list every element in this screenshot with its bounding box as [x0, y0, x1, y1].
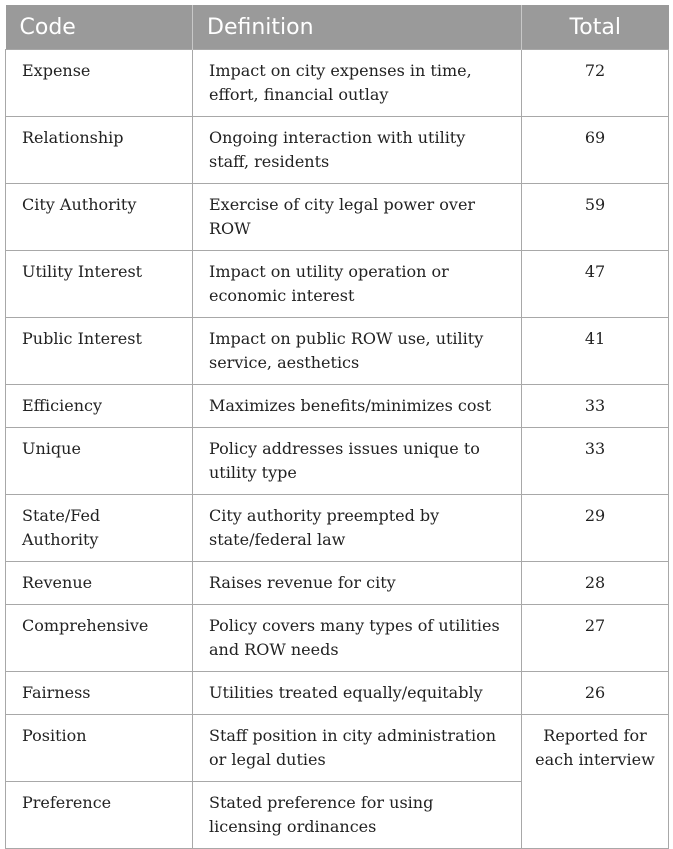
definition-cell: City authority preempted by state/federal law	[193, 495, 522, 562]
code-cell: Utility Interest	[6, 251, 193, 318]
header-row	[6, 5, 669, 50]
total-cell: 69	[522, 117, 669, 184]
total-cell: 41	[522, 318, 669, 385]
total-cell: 33	[522, 428, 669, 495]
definition-cell: Stated preference for using licensing ordinances	[193, 782, 522, 849]
code-cell: Unique	[6, 428, 193, 495]
definition-cell: Maximizes benefits/minimizes cost	[193, 385, 522, 428]
code-cell: Relationship	[6, 117, 193, 184]
header-definition: Definition	[193, 5, 522, 50]
total-cell: 47	[522, 251, 669, 318]
definition-cell: Utilities treated equally/equitably	[193, 672, 522, 715]
code-cell: Fairness	[6, 672, 193, 715]
code-cell: State/Fed Authority	[6, 495, 193, 562]
table-row	[6, 428, 669, 495]
definition-cell: Impact on utility operation or economic interest	[193, 251, 522, 318]
table-row	[6, 318, 669, 385]
total-cell: 33	[522, 385, 669, 428]
definition-cell: Policy addresses issues unique to utility type	[193, 428, 522, 495]
table-row	[6, 562, 669, 605]
total-cell-merged: Reported for each interview	[522, 715, 669, 849]
code-cell: Position	[6, 715, 193, 782]
code-cell: Comprehensive	[6, 605, 193, 672]
table-row	[6, 117, 669, 184]
code-cell: Public Interest	[6, 318, 193, 385]
total-cell: 72	[522, 50, 669, 117]
code-cell: City Authority	[6, 184, 193, 251]
definition-cell: Impact on city expenses in time, effort, financial outlay	[193, 50, 522, 117]
table-row	[6, 50, 669, 117]
table-row	[6, 184, 669, 251]
header-code: Code	[6, 5, 193, 50]
definition-cell: Ongoing interaction with utility staff, residents	[193, 117, 522, 184]
total-cell: 28	[522, 562, 669, 605]
code-cell: Preference	[6, 782, 193, 849]
total-cell: 59	[522, 184, 669, 251]
definition-cell: Staff position in city administration or legal duties	[193, 715, 522, 782]
total-cell: 26	[522, 672, 669, 715]
header-total: Total	[522, 5, 669, 50]
definition-cell: Exercise of city legal power over ROW	[193, 184, 522, 251]
code-cell: Efficiency	[6, 385, 193, 428]
table-row	[6, 251, 669, 318]
code-cell: Revenue	[6, 562, 193, 605]
definition-cell: Impact on public ROW use, utility service, aesthetics	[193, 318, 522, 385]
table-row	[6, 495, 669, 562]
table-row	[6, 385, 669, 428]
definition-cell: Raises revenue for city	[193, 562, 522, 605]
definition-cell: Policy covers many types of utilities and ROW needs	[193, 605, 522, 672]
codes-table	[5, 5, 669, 849]
code-cell: Expense	[6, 50, 193, 117]
table-row	[6, 715, 669, 782]
total-cell: 27	[522, 605, 669, 672]
table-row	[6, 605, 669, 672]
total-cell: 29	[522, 495, 669, 562]
table-row	[6, 672, 669, 715]
